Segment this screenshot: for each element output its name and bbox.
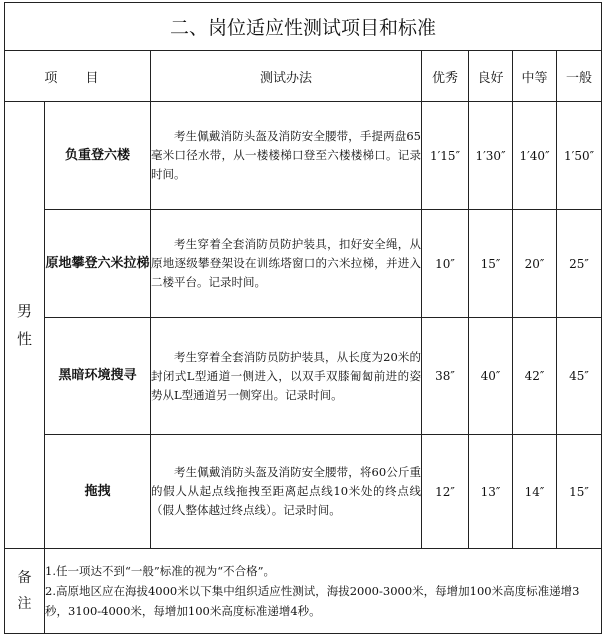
test-method: 考生佩戴消防头盔及消防安全腰带，将60公斤重的假人从起点线拖拽至距离起点线10米处的终点线（假人整体越过终点线）。记录时间。 <box>151 435 422 549</box>
score-excellent: 10″ <box>422 210 469 318</box>
score-average: 15″ <box>557 435 602 549</box>
table-row <box>5 318 602 435</box>
header-item: 项 目 <box>5 51 151 102</box>
score-medium: 14″ <box>513 435 557 549</box>
page-title: 二、岗位适应性测试项目和标准 <box>5 3 602 51</box>
note-line: 2.高原地区应在海拔4000米以下集中组织适应性测试，海拔2000-3000米，每增加100米高度标准递增3秒，3100-4000米，每增加100米高度标准递增4秒。 <box>45 584 580 618</box>
test-method: 考生穿着全套消防员防护装具，从长度为20米的封闭式L型通道一侧进入，以双手双膝匍匐前进的姿势从L型通道另一侧穿出。记录时间。 <box>151 318 422 435</box>
score-excellent: 12″ <box>422 435 469 549</box>
header-method: 测试办法 <box>151 51 422 102</box>
item-name: 拖拽 <box>45 435 151 549</box>
test-method: 考生穿着全套消防员防护装具，扣好安全绳，从原地逐级攀登架设在训练塔窗口的六米拉梯，并进入二楼平台。记录时间。 <box>151 210 422 318</box>
score-good: 1′30″ <box>469 102 513 210</box>
note-line: 1.任一项达不到“一般”标准的视为“不合格”。 <box>45 564 275 578</box>
header-average: 一般 <box>557 51 602 102</box>
item-name: 负重登六楼 <box>45 102 151 210</box>
score-excellent: 38″ <box>422 318 469 435</box>
header-row <box>5 51 602 102</box>
score-average: 25″ <box>557 210 602 318</box>
standards-table <box>4 2 602 634</box>
score-good: 15″ <box>469 210 513 318</box>
notes-label <box>5 549 45 634</box>
standards-table-frame <box>4 2 601 628</box>
table-row <box>5 435 602 549</box>
score-good: 40″ <box>469 318 513 435</box>
header-medium: 中等 <box>513 51 557 102</box>
score-average: 1′50″ <box>557 102 602 210</box>
score-excellent: 1′15″ <box>422 102 469 210</box>
gender-char: 男 <box>16 302 32 320</box>
score-good: 13″ <box>469 435 513 549</box>
item-name: 原地攀登六米拉梯 <box>45 210 151 318</box>
notes-label-char: 注 <box>17 596 32 612</box>
notes-row <box>5 549 602 634</box>
score-medium: 42″ <box>513 318 557 435</box>
score-medium: 1′40″ <box>513 102 557 210</box>
header-excellent: 优秀 <box>422 51 469 102</box>
table-row <box>5 102 602 210</box>
score-medium: 20″ <box>513 210 557 318</box>
score-average: 45″ <box>557 318 602 435</box>
item-name: 黑暗环境搜寻 <box>45 318 151 435</box>
header-good: 良好 <box>469 51 513 102</box>
gender-char: 性 <box>16 330 32 348</box>
table-row <box>5 210 602 318</box>
notes-label-char: 备 <box>17 570 32 586</box>
notes-text <box>45 549 602 634</box>
test-method: 考生佩戴消防头盔及消防安全腰带，手提两盘65毫米口径水带，从一楼楼梯口登至六楼楼梯口。记录时间。 <box>151 102 422 210</box>
gender-cell <box>5 102 45 549</box>
